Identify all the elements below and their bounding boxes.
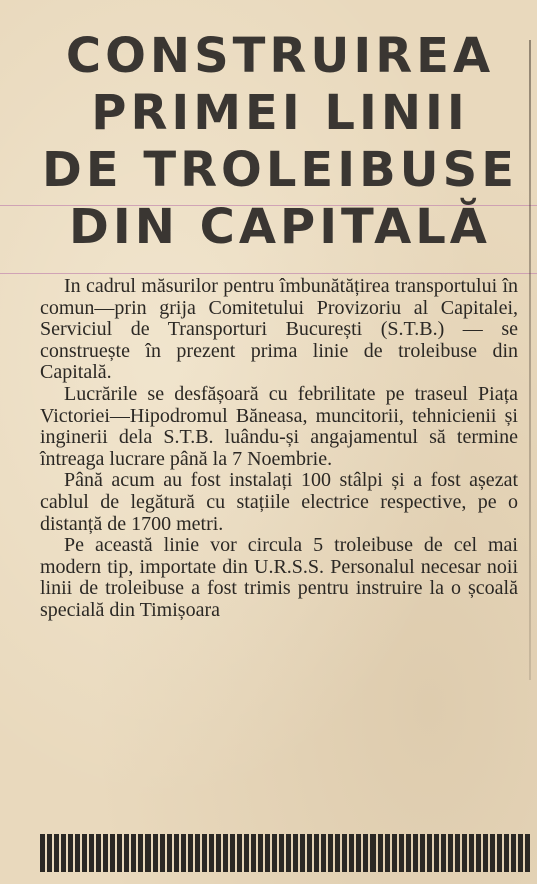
ornament-bar xyxy=(349,834,354,872)
ornament-bar xyxy=(223,834,228,872)
ornament-bar xyxy=(434,834,439,872)
ornament-bar xyxy=(385,834,390,872)
paragraph: In cadrul măsurilor pentru îmbunătățirea transportului în comun—prin grija Comitetului Provizoriu al Capitalei, Serviciul de Transporturi București (S.T.B.) — se construește în prezent prima linie de troleibuse din Capitală. xyxy=(40,275,518,384)
ornament-bar xyxy=(441,834,446,872)
headline-line-3: DE TROLEIBUSE xyxy=(41,142,518,198)
ornament-bar xyxy=(237,834,242,872)
paragraph: Lucrările se desfășoară cu febrilitate pe traseul Piața Victoriei—Hipodromul Băneasa, muncitorii, tehnicienii și inginerii dela S.T.B. luându-și angajamentul să termine întreaga lucrare până la 7 Noembrie. xyxy=(40,382,518,470)
ornament-bar xyxy=(272,834,277,872)
ornament-bar xyxy=(89,834,94,872)
ornament-bar xyxy=(448,834,453,872)
column-rule xyxy=(529,40,531,680)
ornament-bar xyxy=(511,834,516,872)
ornament-bar xyxy=(413,834,418,872)
ornament-bar xyxy=(216,834,221,872)
ornament-bar xyxy=(68,834,73,872)
ornament-bar xyxy=(103,834,108,872)
ornament-bar xyxy=(160,834,165,872)
ornament-bar xyxy=(321,834,326,872)
ornament-bar xyxy=(279,834,284,872)
ornament-bar xyxy=(356,834,361,872)
ornament-bar xyxy=(300,834,305,872)
headline-line-1: CONSTRUIREA xyxy=(65,28,495,84)
article-body xyxy=(40,276,518,622)
ornament-bar xyxy=(483,834,488,872)
ornament-bar xyxy=(110,834,115,872)
column-separator-ornament xyxy=(40,834,530,872)
ornament-bar xyxy=(525,834,530,872)
ornament-bar xyxy=(335,834,340,872)
ornament-bar xyxy=(54,834,59,872)
ornament-bar xyxy=(497,834,502,872)
ornament-bar xyxy=(145,834,150,872)
ornament-bar xyxy=(61,834,66,872)
ornament-bar xyxy=(307,834,312,872)
ornament-bar xyxy=(40,834,45,872)
ornament-bar xyxy=(518,834,523,872)
ornament-bar xyxy=(124,834,129,872)
ornament-bar xyxy=(392,834,397,872)
headline xyxy=(0,28,537,256)
ornament-bar xyxy=(469,834,474,872)
ornament-bar xyxy=(363,834,368,872)
ornament-bar xyxy=(174,834,179,872)
ornament-bar xyxy=(244,834,249,872)
ornament-bar xyxy=(286,834,291,872)
ornament-bar xyxy=(258,834,263,872)
ornament-bar xyxy=(181,834,186,872)
ornament-bar xyxy=(131,834,136,872)
ornament-bar xyxy=(427,834,432,872)
ornament-bar xyxy=(75,834,80,872)
ornament-bar xyxy=(455,834,460,872)
ornament-bar xyxy=(504,834,509,872)
ornament-bar xyxy=(462,834,467,872)
ornament-bar xyxy=(420,834,425,872)
paragraph: Pe această linie vor circula 5 troleibuse de cel mai modern tip, importate din U.R.S.S. Personalul necesar noii linii de troleibuse a fost trimis pentru instruire la o școală specială din Timișoara xyxy=(40,534,518,621)
ornament-bar xyxy=(195,834,200,872)
ornament-bar xyxy=(209,834,214,872)
ornament-bar xyxy=(202,834,207,872)
ornament-bar xyxy=(96,834,101,872)
ornament-bar xyxy=(167,834,172,872)
ornament-bar xyxy=(138,834,143,872)
ornament-bar xyxy=(293,834,298,872)
ornament-bar xyxy=(117,834,122,872)
ornament-bar xyxy=(399,834,404,872)
ornament-bar xyxy=(265,834,270,872)
headline-line-4: DIN CAPITALĂ xyxy=(69,199,491,255)
ornament-bar xyxy=(406,834,411,872)
ornament-bar xyxy=(314,834,319,872)
ornament-bar xyxy=(82,834,87,872)
headline-line-2: PRIMEI LINII xyxy=(91,85,469,141)
ornament-bar xyxy=(378,834,383,872)
ornament-bar xyxy=(230,834,235,872)
ornament-bar xyxy=(188,834,193,872)
paragraph: Până acum au fost instalați 100 stâlpi și a fost așezat cablul de legătură cu stațiile electrice respective, pe o distanță de 1700 metri. xyxy=(40,469,518,535)
ornament-bar xyxy=(370,834,375,872)
fold-line-middle xyxy=(0,273,537,274)
ornament-bar xyxy=(490,834,495,872)
ornament-bar xyxy=(47,834,52,872)
ornament-bar xyxy=(153,834,158,872)
ornament-bar xyxy=(342,834,347,872)
ornament-bar xyxy=(328,834,333,872)
ornament-bar xyxy=(251,834,256,872)
ornament-bar xyxy=(476,834,481,872)
